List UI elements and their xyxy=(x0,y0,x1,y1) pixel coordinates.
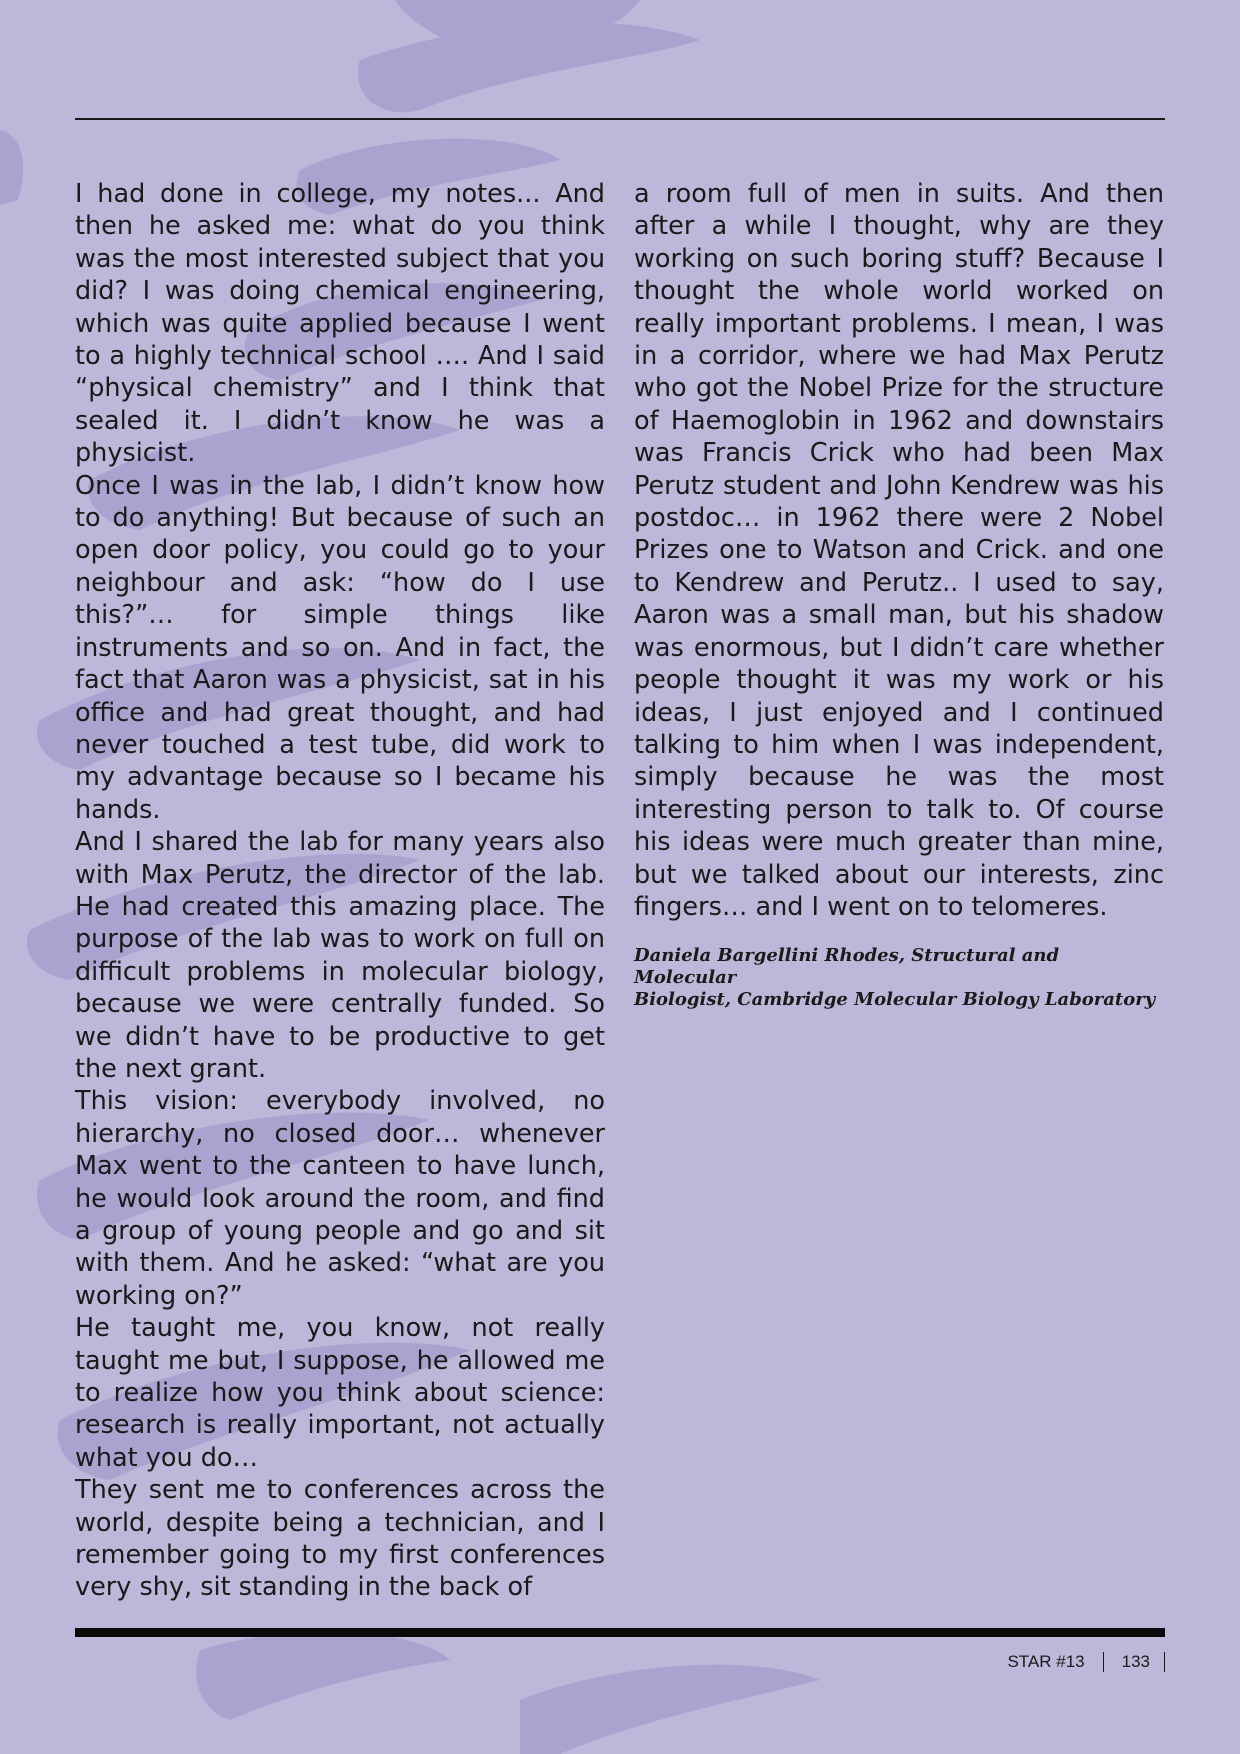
page-footer xyxy=(1007,1651,1165,1673)
body-paragraph: And I shared the lab for many years also with Max Perutz, the director of the lab. He had created this amazing place. The purpose of the lab was to work on full on difficult problems in molecular biology, because we were centrally funded. So we didn’t have to be productive to get the next grant. xyxy=(75,827,605,1084)
left-text-column xyxy=(75,178,605,1604)
right-text-column xyxy=(634,178,1164,1011)
footer-divider xyxy=(1164,1652,1165,1672)
author-credit xyxy=(634,945,1164,1011)
publication-name: STAR #13 xyxy=(1007,1652,1085,1671)
body-paragraph: a room full of men in suits. And then after a while I thought, why are they working on such boring stuff? Because I thought the whole world worked on really important problems. I mean, I was in a corridor, where we had Max Perutz who got the Nobel Prize for the structure of Haemoglobin in 1962 and downstairs was Francis Crick who had been Max Perutz student and John Kendrew was his postdoc… in 1962 there were 2 Nobel Prizes one to Watson and Crick. and one to Kendrew and Perutz.. I used to say, Aaron was a small man, but his shadow was enormous, but I didn’t care whether people thought it was my work or his ideas, I just enjoyed and I continued talking to him when I was independent, simply because he was the most interesting person to talk to. Of course his ideas were much greater than mine, but we talked about our interests, zinc fingers… and I went on to telomeres. xyxy=(634,179,1164,922)
credit-line: Daniela Bargellini Rhodes, Structural and Molecular xyxy=(634,945,1060,989)
top-rule xyxy=(75,118,1165,120)
page-number: 133 xyxy=(1121,1652,1150,1671)
body-paragraph: This vision: everybody involved, no hierarchy, no closed door… whenever Max went to the canteen to have lunch, he would look around the room, and find a group of young people and go and sit with them. And he asked: “what are you working on?” xyxy=(75,1086,605,1311)
body-paragraph: I had done in college, my notes... And then he asked me: what do you think was the most interested subject that you did? I was doing chemical engineering, which was quite applied because I went to a highly technical school …. And I said “physical chemistry” and I think that sealed it. I didn’t know he was a physicist. xyxy=(75,179,605,469)
bottom-rule xyxy=(75,1628,1165,1637)
body-paragraph: They sent me to conferences across the world, despite being a technician, and I remember going to my first conferences very shy, sit standing in the back of xyxy=(75,1475,605,1603)
footer-divider xyxy=(1103,1652,1104,1672)
credit-line: Biologist, Cambridge Molecular Biology Laboratory xyxy=(634,989,1156,1011)
body-paragraph: Once I was in the lab, I didn’t know how to do anything! But because of such an open door policy, you could go to your neighbour and ask: “how do I use this?”… for simple things like instruments and so on. And in fact, the fact that Aaron was a physicist, sat in his office and had great thought, and had never touched a test tube, did work to my advantage because so I became his hands. xyxy=(75,470,605,825)
body-paragraph: He taught me, you know, not really taught me but, I suppose, he allowed me to realize how you think about science: research is really important, not actually what you do… xyxy=(75,1313,605,1473)
